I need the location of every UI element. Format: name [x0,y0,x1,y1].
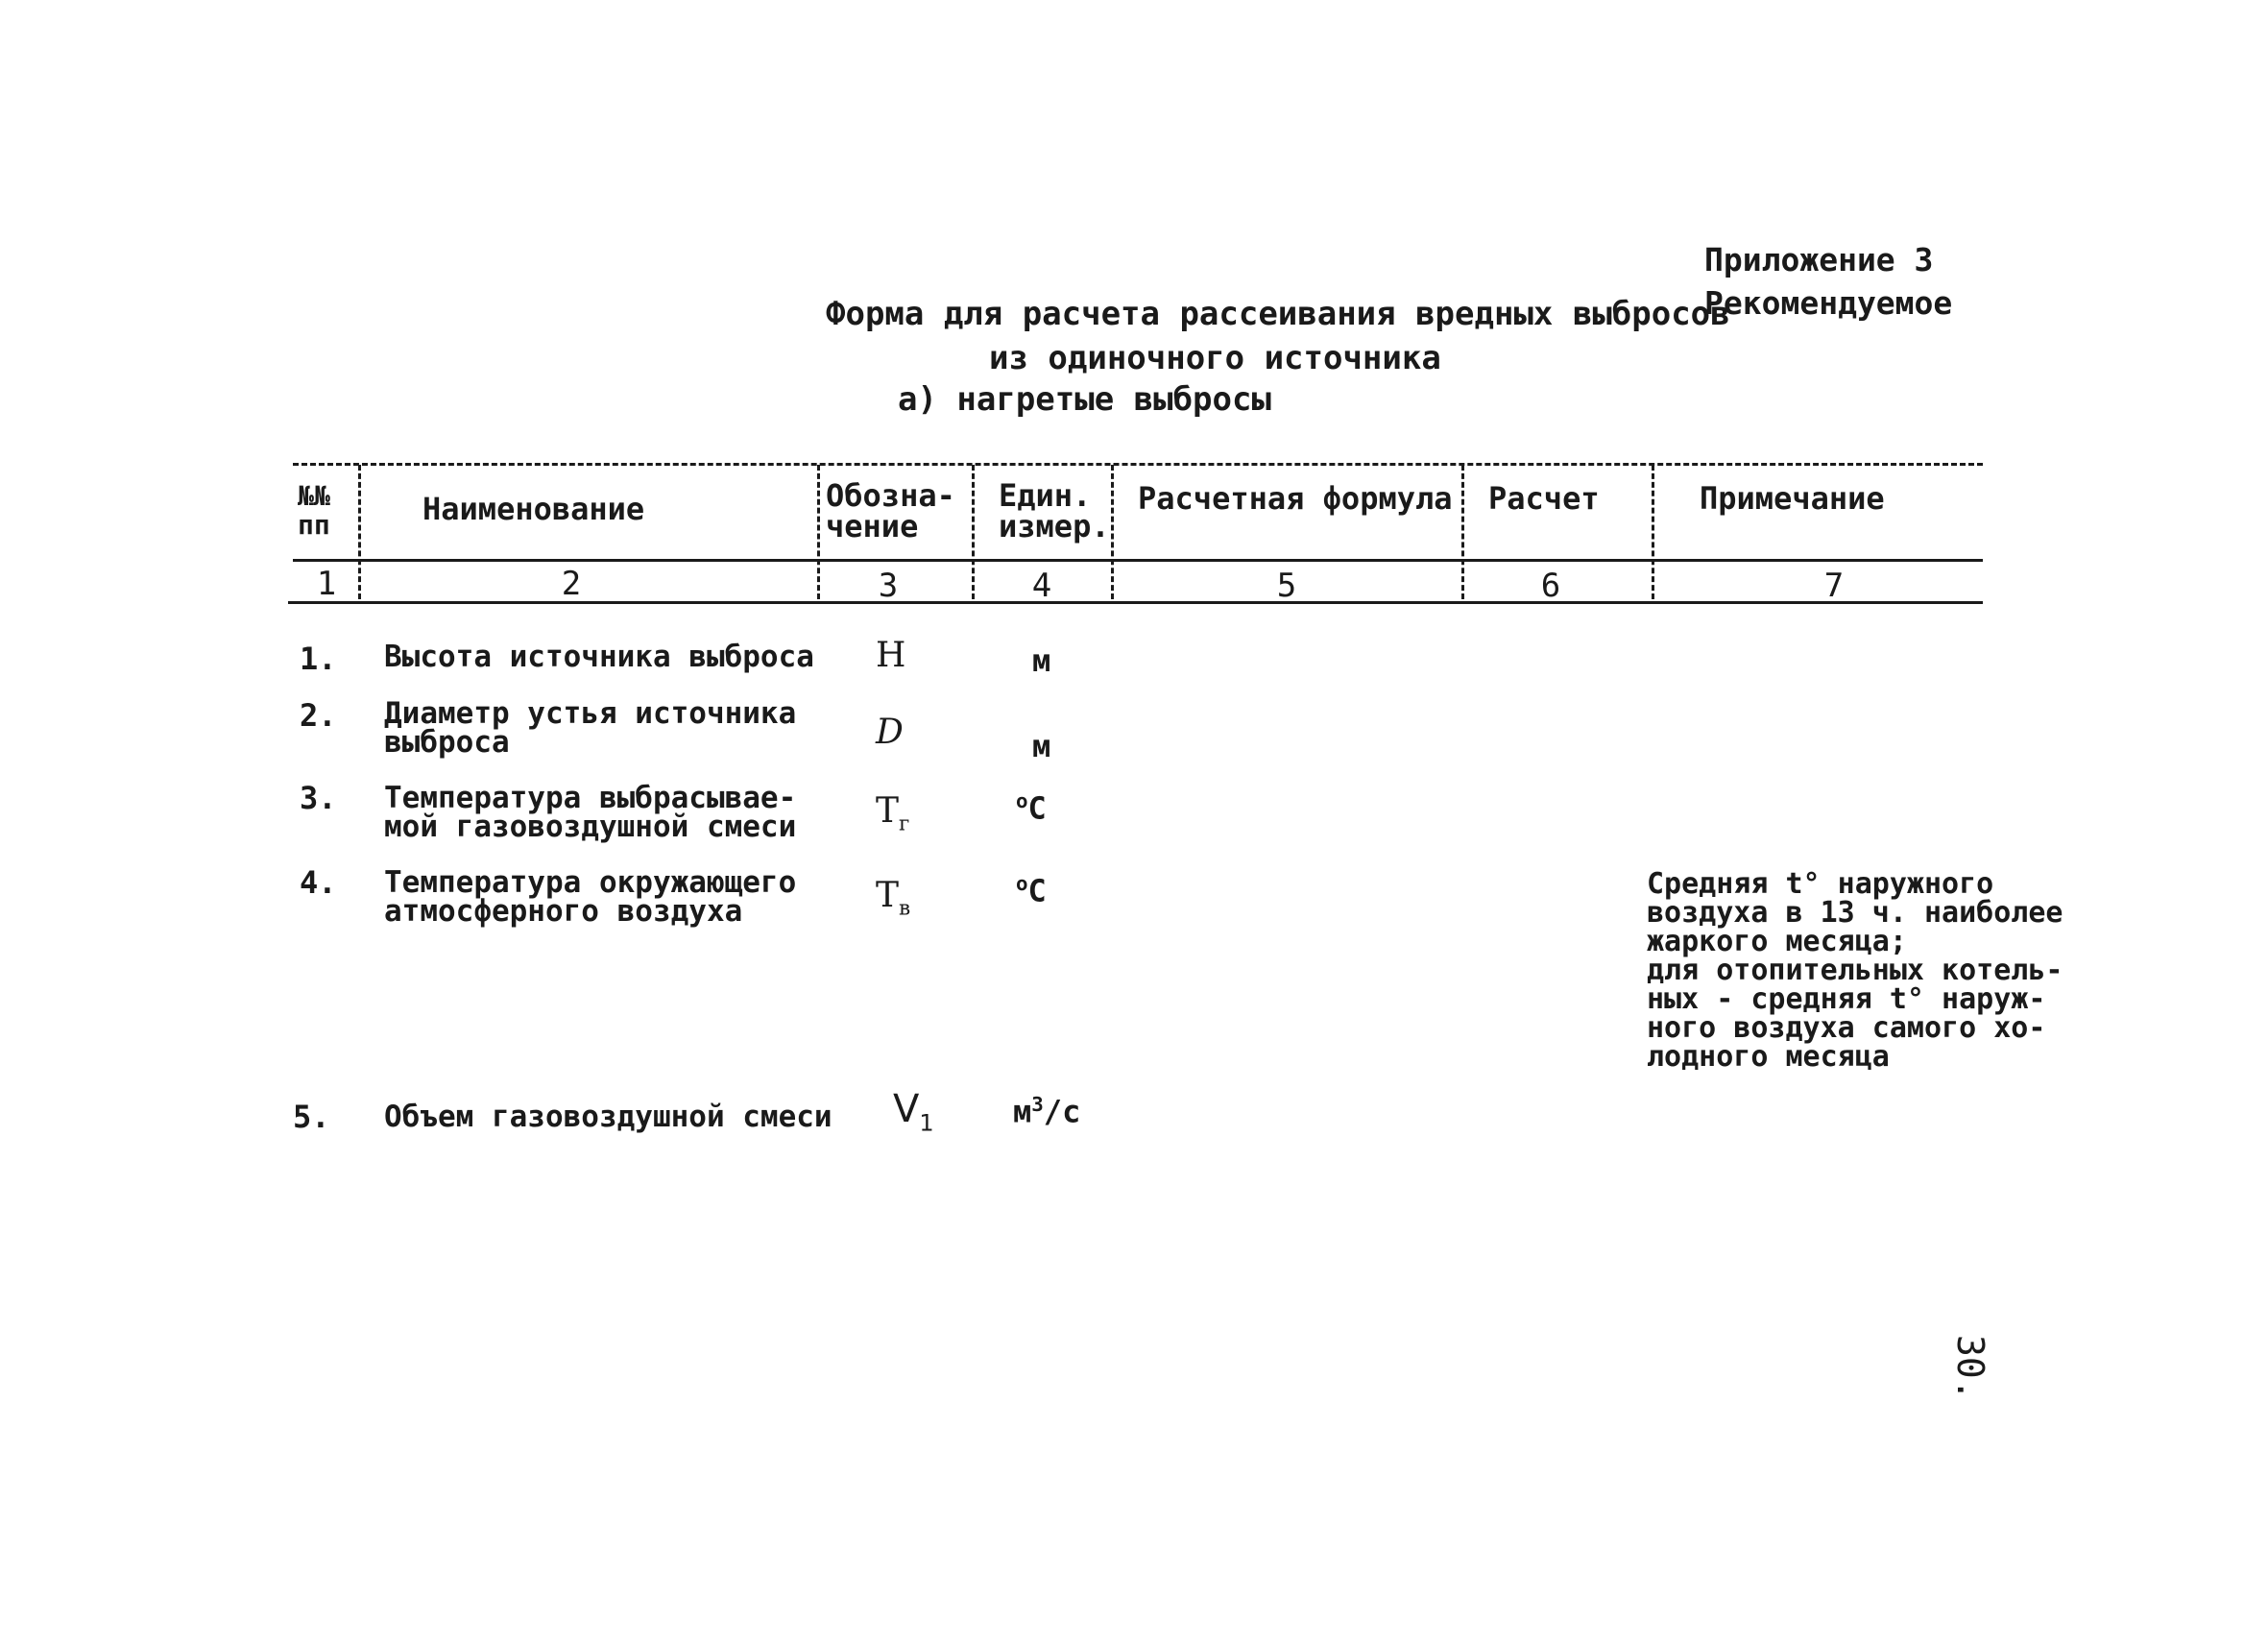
row-name: Объем газовоздушной смеси [384,1100,832,1134]
column-divider [1461,465,1464,599]
header-name: Наименование [422,491,645,527]
column-number: 2 [561,565,582,603]
row-symbol: D [876,713,904,752]
row-symbol: $V_1$ [893,1087,934,1137]
row-unit: м [1032,642,1051,679]
column-number: 7 [1823,567,1845,605]
row-name: Температура выбрасывае- мой газовоздушной смеси [384,781,797,844]
column-number: 3 [878,567,899,605]
row-unit: $м^3/с$ [1013,1093,1081,1130]
row-name: Температура окружающего атмосферного воздуха [384,865,797,929]
row-symbol: $T_г$ [876,791,910,836]
column-divider [817,465,820,599]
row-number: 2. [300,697,337,734]
row-number: 1. [300,641,337,677]
appendix-label [1704,238,1952,325]
form-section-title: а) нагретые выбросы [898,380,1271,419]
row-unit: $^о$С [1016,789,1047,827]
row-unit: м [1032,728,1051,764]
row-symbol: $T_в$ [876,876,911,921]
table-top-rule [293,463,1983,466]
column-number: 4 [1031,567,1052,605]
header-designation: Обозна- чение [826,477,955,544]
header-unit: Един. измер. [999,477,1110,544]
header-note: Примечание [1700,480,1885,517]
row-number: 5. [293,1099,330,1135]
column-divider [1652,465,1654,599]
column-number: 6 [1540,567,1561,605]
row-name: Диаметр устья источника выброса [384,696,797,760]
form-subtitle: из одиночного источника [989,339,1441,377]
column-number: 1 [316,565,337,603]
appendix-status: Рекомендуемое [1704,284,1953,322]
row-number: 4. [300,864,337,901]
column-number: 5 [1276,567,1297,605]
row-name: Высота источника выброса [384,640,814,674]
page-number: 30. [1949,1335,1991,1401]
row-symbol: H [876,636,906,675]
header-num: №№ пп [298,480,330,541]
column-divider [1111,465,1114,599]
appendix-number: Приложение 3 [1704,241,1934,278]
header-formula: Расчетная формула [1138,480,1453,517]
header-calc: Расчет [1488,480,1600,517]
column-divider [972,465,975,599]
column-divider [358,465,361,599]
row-number: 3. [300,780,337,816]
row-note: Средняя t° наружного воздуха в 13 ч. наиболее жаркого месяца; для отопительных котель- ных - средняя t° наруж- ного воздуха самого хо- лодного месяца [1647,867,2063,1074]
header-bottom-rule [293,559,1983,562]
row-unit: $^о$С [1016,872,1047,909]
form-title: Форма для расчета рассеивания вредных выбросов [826,295,1730,333]
